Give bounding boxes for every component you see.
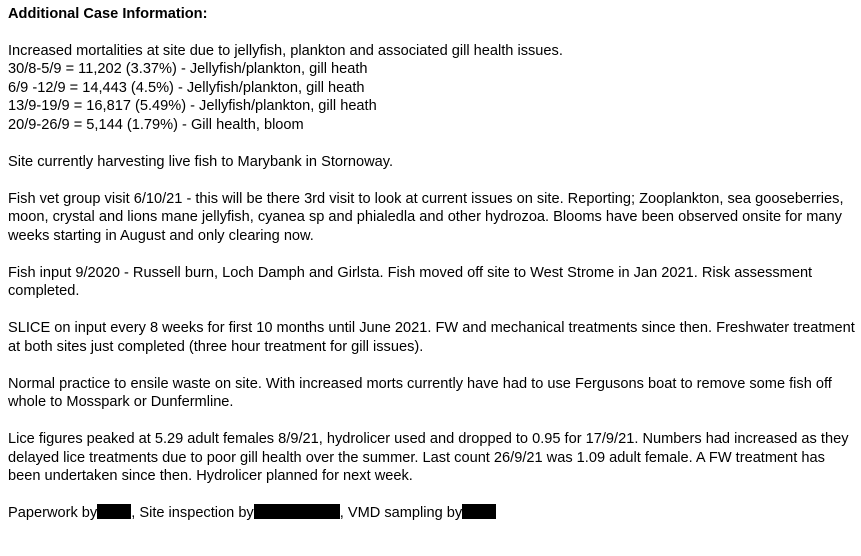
lice-paragraph [8,430,858,486]
vet-visit-paragraph [8,190,858,246]
mortality-row: 30/8-5/9 = 11,202 (3.37%) - Jellyfish/plankton, gill heath [8,61,368,77]
fish-input-text: Fish input 9/2020 - Russell burn, Loch Damph and Girlsta. Fish moved off site to West Strome in Jan 2021. Risk assessment completed. [8,264,813,299]
redacted-vmd-name [462,504,496,519]
treatments-paragraph [8,319,858,356]
inspection-label: , Site inspection by [131,505,254,521]
waste-text: Normal practice to ensile waste on site. With increased morts currently have had to use Fergusons boat to remove some fish off whole to Mosspark or Dunfermline. [8,375,832,410]
mortality-row: 13/9-19/9 = 16,817 (5.49%) - Jellyfish/plankton, gill heath [8,98,377,114]
fish-input-paragraph [8,264,858,301]
redacted-paperwork-name [97,504,131,519]
signoff-line [8,504,858,523]
case-information-document [8,5,858,541]
mortality-intro: Increased mortalities at site due to jellyfish, plankton and associated gill health issues. [8,42,563,59]
mortality-row: 6/9 -12/9 = 14,443 (4.5%) - Jellyfish/plankton, gill heath [8,79,365,96]
redacted-inspection-name [254,504,340,519]
vet-visit-text: Fish vet group visit 6/10/21 - this will be there 3rd visit to look at current issues on site. Reporting; Zooplankton, sea gooseberries, moon, crystal and lions mane jellyfish, cyanea sp and phialedla and other hydrozoa. Blooms have been observed onsite for many weeks starting in August and only clearing now. [8,190,844,244]
paperwork-label: Paperwork by [8,505,98,521]
harvest-text: Site currently harvesting live fish to Marybank in Stornoway. [8,153,394,170]
treatments-text: SLICE on input every 8 weeks for first 10 months until June 2021. FW and mechanical treatments since then. Freshwater treatment at both sites just completed (three hour treatment for gill issues). [8,320,855,355]
harvest-paragraph [8,153,858,172]
waste-paragraph [8,375,858,412]
mortality-section [8,42,858,135]
lice-text: Lice figures peaked at 5.29 adult females 8/9/21, hydrolicer used and dropped to 0.95 for 17/9/21. Numbers had increased as they delayed lice treatments due to poor gill health over the summer. Last count 26/9/21 was 1.09 adult female. A FW treatment has been undertaken since then. Hydrolicer planned for next week. [8,431,849,484]
vmd-label: , VMD sampling by [339,505,463,521]
mortality-row: 20/9-26/9 = 5,144 (1.79%) - Gill health, bloom [8,116,304,133]
section-heading: Additional Case Information: [8,6,208,22]
